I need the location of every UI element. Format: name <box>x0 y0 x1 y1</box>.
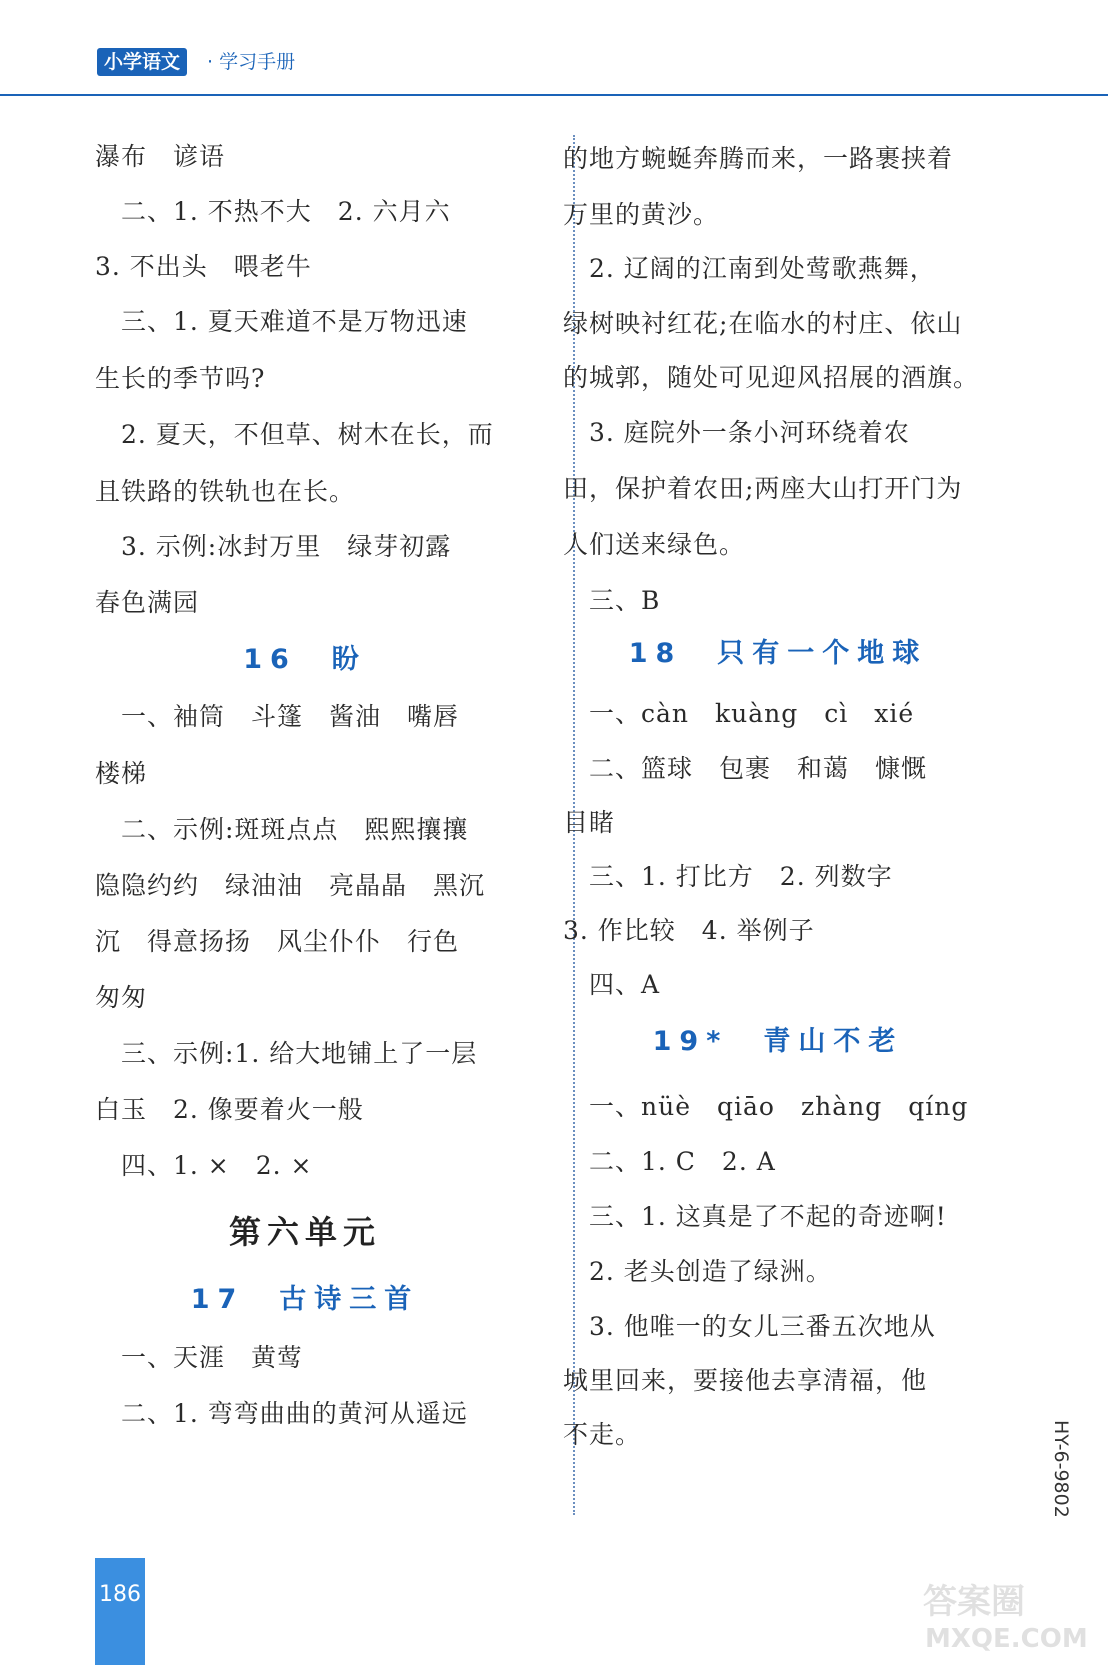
answer-line: 城里回来，要接他去享清福，他 <box>563 1366 928 1395</box>
answer-line: 二、1. 不热不大 2. 六月六 <box>95 197 451 226</box>
answer-line: 三、B <box>563 586 661 615</box>
answer-line: 的城郭，随处可见迎风招展的酒旗。 <box>563 363 980 392</box>
book-subtitle: · 学习手册 <box>207 51 296 73</box>
book-brand-label: 小学语文 <box>97 48 187 76</box>
answer-line: 一、càn kuàng cì xié <box>563 699 915 728</box>
answer-line: 白玉 2. 像要着火一般 <box>95 1095 364 1124</box>
answer-line: 绿树映衬红花;在临水的村庄、依山 <box>563 309 963 338</box>
answer-line: 二、1. 弯弯曲曲的黄河从遥远 <box>95 1399 468 1428</box>
answer-line: 四、1. × 2. × <box>95 1151 313 1180</box>
answer-line: 楼梯 <box>95 759 148 788</box>
answer-line: 2. 辽阔的江南到处莺歌燕舞， <box>563 254 936 283</box>
answer-line: 二、示例:斑斑点点 熙熙攘攘 <box>95 815 469 844</box>
section-title: 19* 青山不老 <box>652 1026 904 1057</box>
answer-line: 匆匆 <box>95 983 148 1012</box>
svg-text:MXQE.COM: MXQE.COM <box>925 1624 1088 1654</box>
answer-line: 沉 得意扬扬 风尘仆仆 行色 <box>95 927 460 956</box>
header-rule <box>0 94 1108 96</box>
answer-line: 目睹 <box>563 808 616 837</box>
answer-line: 3. 他唯一的女儿三番五次地从 <box>563 1312 936 1341</box>
answer-line: 四、A <box>563 970 661 999</box>
section-title: 16 盼 <box>243 644 367 675</box>
answer-line: 三、1. 这真是了不起的奇迹啊! <box>563 1202 947 1231</box>
answer-line: 不走。 <box>563 1420 642 1449</box>
page-number-tab <box>95 1558 145 1665</box>
answer-line: 3. 示例:冰封万里 绿芽初露 <box>95 532 452 561</box>
answer-line: 万里的黄沙。 <box>563 200 720 229</box>
page-header <box>0 0 1108 100</box>
answer-line: 生长的季节吗? <box>95 364 266 393</box>
answer-line: 2. 老头创造了绿洲。 <box>563 1257 832 1286</box>
answer-line: 三、示例:1. 给大地铺上了一层 <box>95 1039 478 1068</box>
answer-line: 三、1. 打比方 2. 列数字 <box>563 862 893 891</box>
section-title: 18 只有一个地球 <box>628 638 928 669</box>
answer-line: 春色满园 <box>95 588 200 617</box>
answer-line: 的地方蜿蜒奔腾而来，一路裹挟着 <box>563 144 954 173</box>
answer-line: 瀑布 谚语 <box>95 142 226 171</box>
page-number: 186 <box>99 1582 141 1607</box>
answer-line: 人们送来绿色。 <box>563 530 746 559</box>
answer-line: 2. 夏天，不但草、树木在长，而 <box>95 420 494 449</box>
book-code: HY-6-9802 <box>1050 1420 1072 1518</box>
answer-line: 一、nüè qiāo zhàng qíng <box>563 1092 969 1121</box>
answer-line: 3. 作比较 4. 举例子 <box>563 916 815 945</box>
section-title: 17 古诗三首 <box>190 1284 420 1315</box>
answer-line: 3. 庭院外一条小河环绕着农 <box>563 418 910 447</box>
answer-line: 隐隐约约 绿油油 亮晶晶 黑沉 <box>95 871 486 900</box>
answer-line: 且铁路的铁轨也在长。 <box>95 477 356 506</box>
watermark-logo <box>915 1575 1090 1655</box>
answer-line: 二、篮球 包裹 和蔼 慷慨 <box>563 754 928 783</box>
answer-line: 一、天涯 黄莺 <box>95 1343 304 1372</box>
answer-line: 3. 不出头 喂老牛 <box>95 252 312 281</box>
svg-text:答案圈: 答案圈 <box>923 1582 1025 1622</box>
answer-line: 三、1. 夏天难道不是万物迅速 <box>95 307 468 336</box>
answer-line: 一、袖筒 斗篷 酱油 嘴唇 <box>95 702 460 731</box>
answer-line: 二、1. C 2. A <box>563 1147 776 1176</box>
unit-title: 第六单元 <box>228 1213 381 1251</box>
answer-line: 田，保护着农田;两座大山打开门为 <box>563 474 963 503</box>
